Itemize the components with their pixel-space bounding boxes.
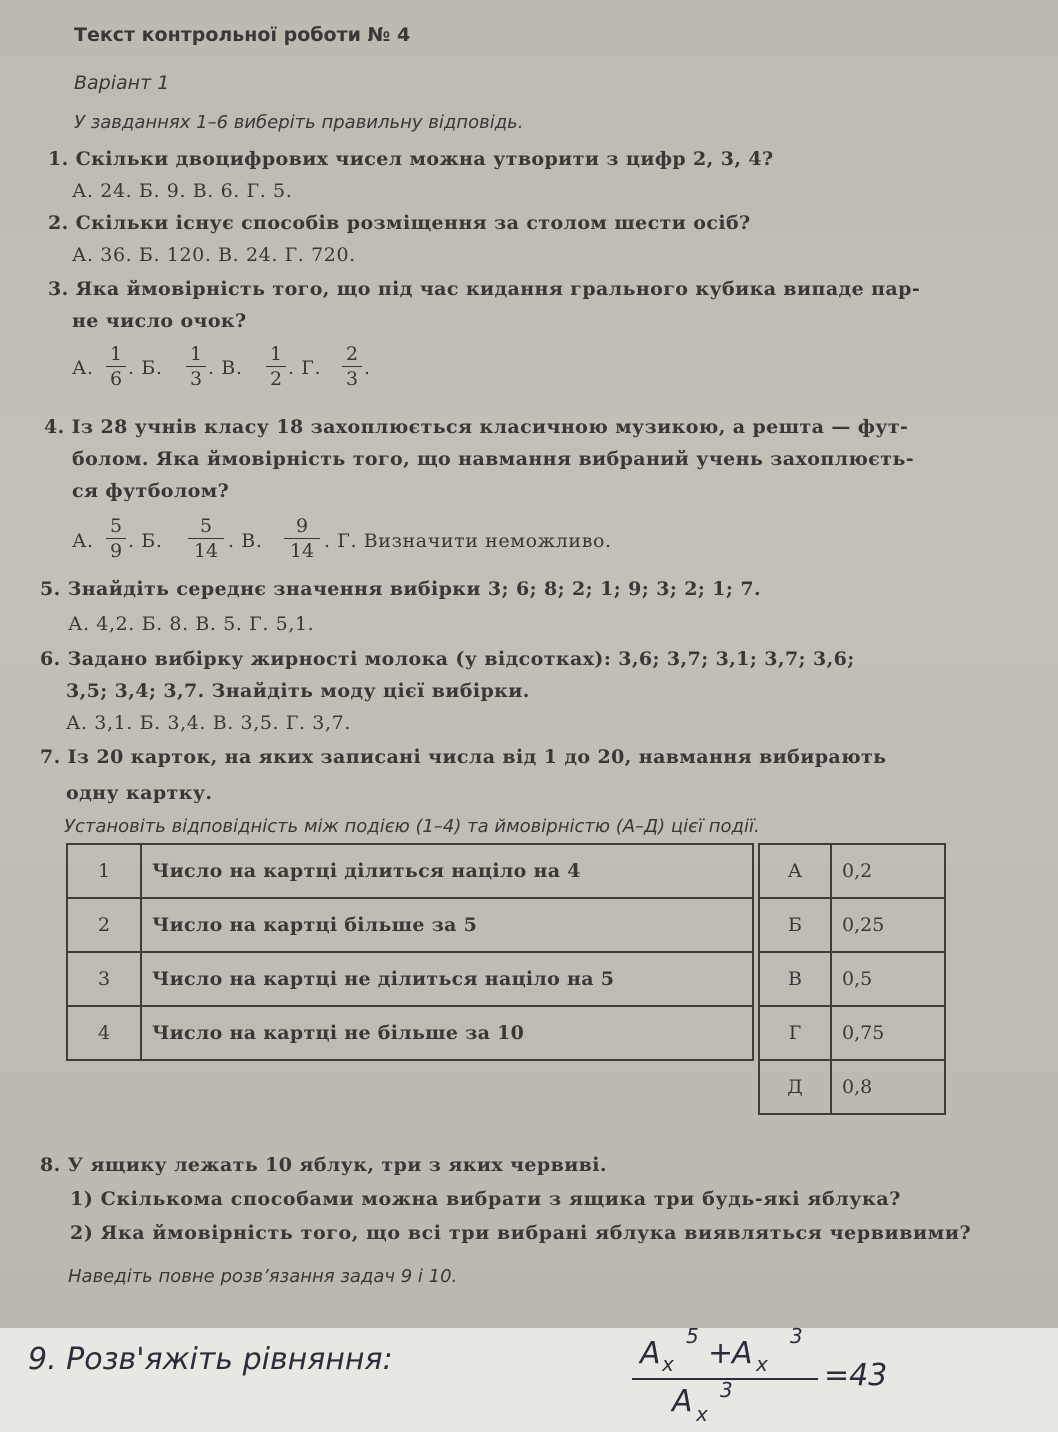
fraction-5-14: 5 14 [186, 514, 226, 563]
event-text: Число на картці не ділиться націло на 5 [141, 952, 753, 1006]
probability-letter: Д [759, 1060, 831, 1114]
fraction-9-14: 9 14 [282, 514, 322, 563]
answers-2: А. 36. Б. 120. В. 24. Г. 720. [72, 244, 356, 266]
table-row [67, 844, 945, 898]
question-7-instruction: Установіть відповідність між подією (1–4) та ймовірністю (А–Д) цієї події. [64, 816, 760, 837]
answers-5: А. 4,2. Б. 8. В. 5. Г. 5,1. [68, 613, 315, 635]
page-title: Текст контрольної роботи № 4 [74, 24, 411, 46]
denominator-x: x [696, 1402, 708, 1426]
probability-value: 0,5 [831, 952, 945, 1006]
matching-table [66, 843, 946, 1115]
fraction-1-6: 1 6 [104, 342, 128, 391]
solution-instruction: Наведіть повне розв’язання задач 9 і 10. [68, 1266, 458, 1287]
question-4-line1: 4. Із 28 учнів класу 18 захоплюється класичною музикою, а решта — фут- [44, 416, 909, 438]
fraction-1-3: 1 3 [184, 342, 208, 391]
answer-label-a: А. [72, 357, 94, 379]
numerator-a2: A [732, 1336, 753, 1371]
fraction-2-3: 2 3 [340, 342, 364, 391]
numerator-sup3: 3 [790, 1324, 803, 1348]
event-number: 2 [67, 898, 141, 952]
event-text: Число на картці більше за 5 [141, 898, 753, 952]
question-4-line3: ся футболом? [72, 480, 230, 502]
fraction-5-9: 5 9 [104, 514, 128, 563]
answer-4-label-b: . Б. [128, 530, 163, 552]
question-7-line2: одну картку. [66, 782, 213, 804]
probability-letter: Г [759, 1006, 831, 1060]
event-text: Число на картці ділиться націло на 4 [141, 844, 753, 898]
question-3-line2: не число очок? [72, 310, 247, 332]
probability-value: 0,2 [831, 844, 945, 898]
fraction-1-2: 1 2 [264, 342, 288, 391]
instruction-text: У завданнях 1–6 виберіть правильну відповідь. [74, 112, 524, 133]
probability-value: 0,75 [831, 1006, 945, 1060]
question-8: 8. У ящику лежать 10 яблук, три з яких червиві. [40, 1154, 607, 1176]
answer-label-c: . В. [208, 357, 243, 379]
probability-letter: А [759, 844, 831, 898]
question-4-line2: болом. Яка ймовірність того, що навмання вибраний учень захоплюєть- [72, 448, 915, 470]
answer-end: . [364, 357, 371, 379]
table-row [67, 898, 945, 952]
numerator-sup5: 5 [686, 1324, 699, 1348]
denominator-sup3: 3 [720, 1378, 733, 1402]
table-row [67, 1006, 945, 1060]
question-5: 5. Знайдіть середнє значення вибірки 3; 6; 8; 2; 1; 9; 3; 2; 1; 7. [40, 578, 761, 600]
handwritten-strip [0, 1324, 1058, 1432]
event-number: 4 [67, 1006, 141, 1060]
probability-letter: Б [759, 898, 831, 952]
answer-label-b: . Б. [128, 357, 163, 379]
answer-label-d: . Г. [288, 357, 322, 379]
denominator-a: A [672, 1384, 693, 1419]
event-number: 3 [67, 952, 141, 1006]
probability-value: 0,25 [831, 898, 945, 952]
question-7-line1: 7. Із 20 карток, на яких записані числа від 1 до 20, навмання вибирають [40, 746, 887, 768]
handwritten-task: 9. Розв'яжіть рівняння: [28, 1342, 393, 1377]
variant-label: Варіант 1 [74, 72, 170, 94]
probability-value: 0,8 [831, 1060, 945, 1114]
numerator-x1: x [662, 1352, 674, 1376]
event-number: 1 [67, 844, 141, 898]
probability-letter: В [759, 952, 831, 1006]
question-3-line1: 3. Яка ймовірність того, що під час кидання грального кубика випаде пар- [48, 278, 921, 300]
question-8-part1: 1) Скількома способами можна вибрати з ящика три будь-які яблука? [70, 1188, 901, 1210]
question-6-line1: 6. Задано вибірку жирності молока (у відсотках): 3,6; 3,7; 3,1; 3,7; 3,6; [40, 648, 855, 670]
answer-4-tail: . Г. Визначити неможливо. [324, 530, 612, 552]
answers-1: А. 24. Б. 9. В. 6. Г. 5. [72, 180, 293, 202]
numerator-x2: x [756, 1352, 768, 1376]
numerator-a1: A [640, 1336, 661, 1371]
table-row [67, 1060, 945, 1114]
answer-4-label-c: . В. [228, 530, 263, 552]
table-row [67, 952, 945, 1006]
event-text: Число на картці не більше за 10 [141, 1006, 753, 1060]
answers-6: А. 3,1. Б. 3,4. В. 3,5. Г. 3,7. [66, 712, 351, 734]
question-2: 2. Скільки існує способів розміщення за столом шести осіб? [48, 212, 751, 234]
answer-4-label-a: А. [72, 530, 94, 552]
question-6-line2: 3,5; 3,4; 3,7. Знайдіть моду цієї вибірки. [66, 680, 530, 702]
numerator-plus: + [708, 1336, 734, 1371]
question-8-part2: 2) Яка ймовірність того, що всі три вибрані яблука виявляться червивими? [70, 1222, 972, 1244]
question-1: 1. Скільки двоцифрових чисел можна утворити з цифр 2, 3, 4? [48, 148, 774, 170]
equals-43: =43 [824, 1358, 888, 1393]
